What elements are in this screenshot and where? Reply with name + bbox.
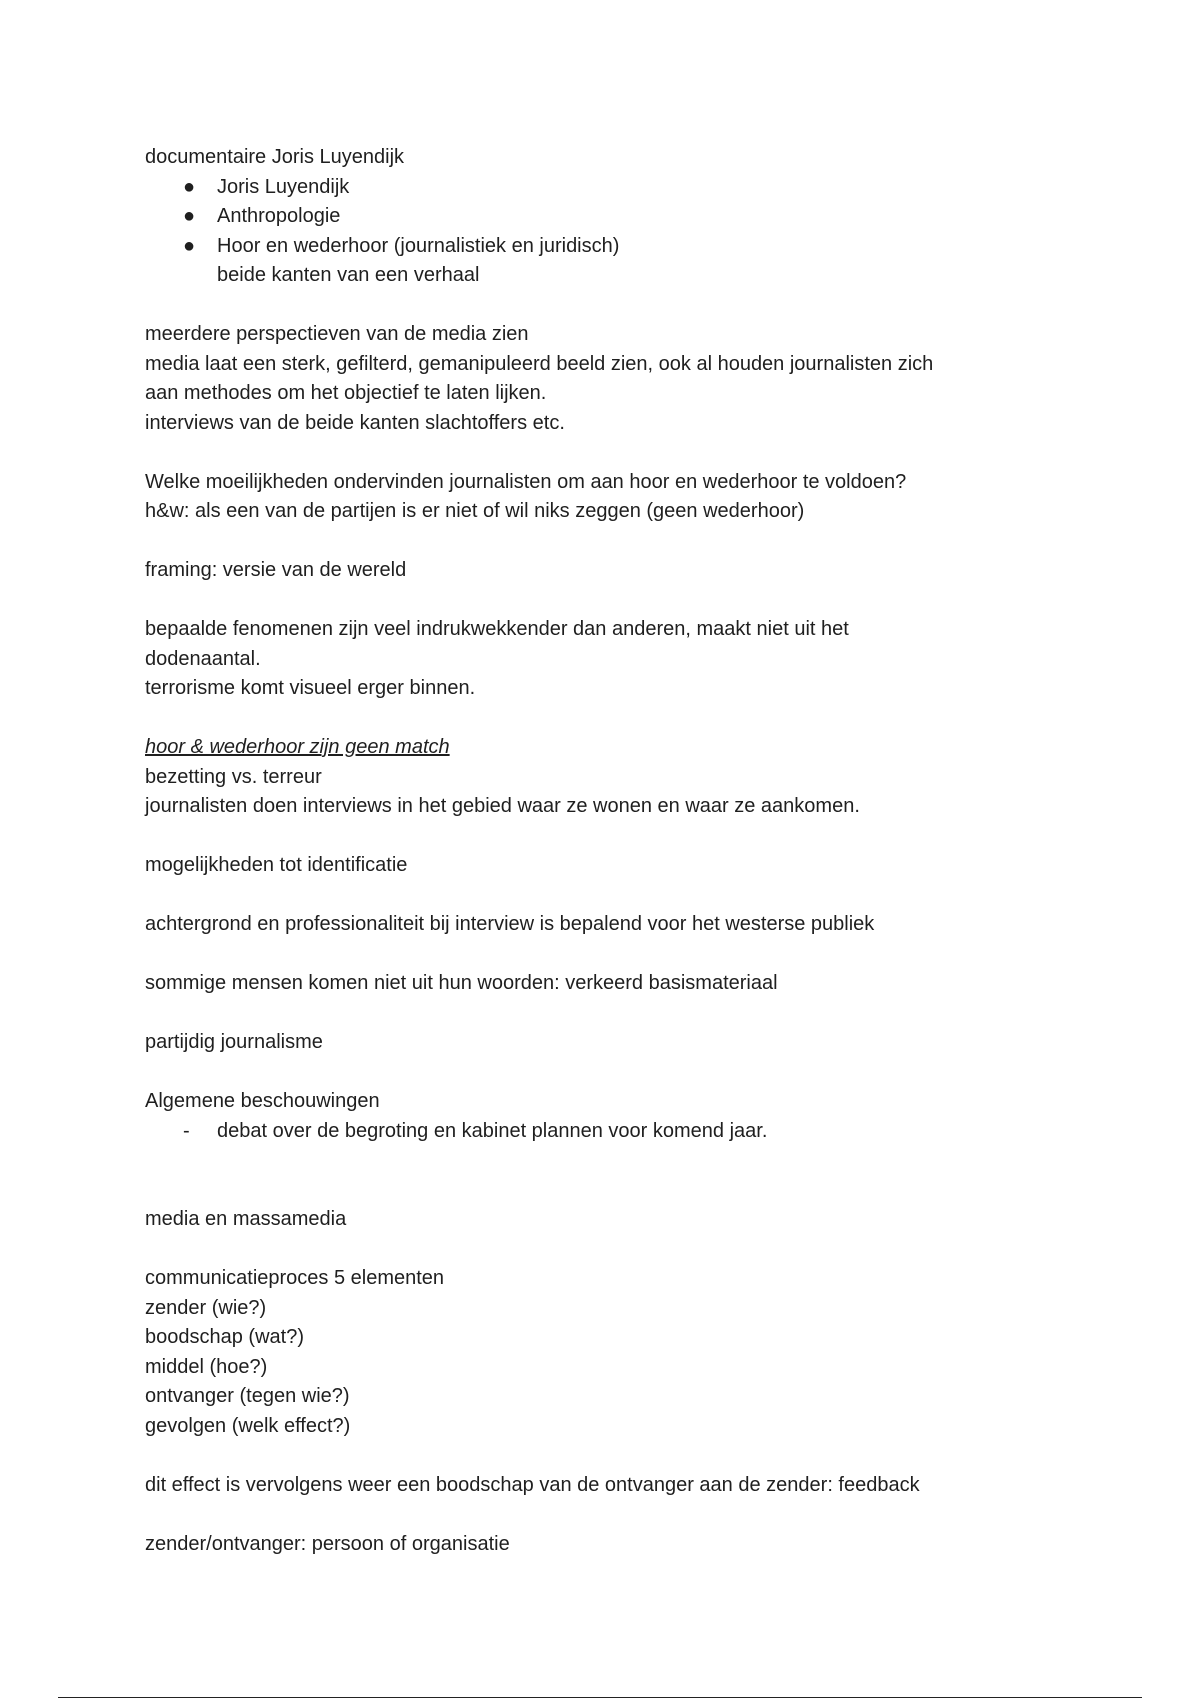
paragraph-line: bepaalde fenomenen zijn veel indrukwekkender dan anderen, maakt niet uit het: [145, 618, 849, 640]
doc-title: documentaire Joris Luyendijk: [145, 146, 405, 168]
bullet-icon: ●: [183, 234, 196, 257]
paragraph-line: media laat een sterk, gefilterd, gemanipuleerd beeld zien, ook al houden journalisten zich: [145, 352, 934, 375]
element-line: boodschap (wat?): [145, 1326, 304, 1348]
paragraph-line: aan methodes om het objectief te laten lijken.: [145, 382, 547, 404]
paragraph-line: interviews van de beide kanten slachtoffers etc.: [145, 411, 565, 434]
feedback-line: dit effect is vervolgens weer een boodschap van de ontvanger aan de zender: feedback: [145, 1473, 920, 1496]
partijdig-line: partijdig journalisme: [145, 1031, 323, 1053]
achtergrond-line: achtergrond en professionaliteit bij interview is bepalend voor het westerse publiek: [145, 913, 875, 935]
list-item: ● Anthropologie: [145, 202, 1045, 232]
bullet-list: [145, 173, 1045, 262]
bullet-continuation: beide kanten van een verhaal: [217, 264, 480, 286]
paragraph-line: terrorisme komt visueel erger binnen.: [145, 677, 476, 699]
zender-ontvanger-line: zender/ontvanger: persoon of organisatie: [145, 1532, 510, 1555]
subheading-match: hoor & wederhoor zijn geen match: [145, 736, 450, 758]
element-line: gevolgen (welk effect?): [145, 1414, 351, 1437]
paragraph-line: journalisten doen interviews in het gebied waar ze wonen en waar ze aankomen.: [145, 795, 860, 817]
bottom-divider: [58, 1697, 1142, 1698]
sommige-line: sommige mensen komen niet uit hun woorden: verkeerd basismateriaal: [145, 972, 778, 994]
communicatie-line: communicatieproces 5 elementen: [145, 1267, 445, 1289]
dash-icon: -: [183, 1119, 190, 1142]
media-heading: media en massamedia: [145, 1208, 347, 1230]
framing-line: framing: versie van de wereld: [145, 559, 407, 581]
element-line: zender (wie?): [145, 1296, 267, 1319]
algemene-heading: Algemene beschouwingen: [145, 1090, 380, 1112]
bullet-icon: ●: [183, 175, 196, 198]
paragraph-line: dodenaantal.: [145, 647, 261, 670]
list-item: ● Hoor en wederhoor (journalistiek en juridisch): [145, 232, 1045, 262]
document-body: [145, 143, 1045, 1559]
question-line: Welke moeilijkheden ondervinden journalisten om aan hoor en wederhoor te voldoen?: [145, 470, 907, 493]
list-item: - debat over de begroting en kabinet plannen voor komend jaar.: [145, 1117, 1045, 1147]
element-line: ontvanger (tegen wie?): [145, 1385, 350, 1407]
paragraph-line: bezetting vs. terreur: [145, 765, 322, 788]
paragraph-line: h&w: als een van de partijen is er niet of wil niks zeggen (geen wederhoor): [145, 500, 805, 522]
list-item: ● Joris Luyendijk: [145, 173, 1045, 203]
dash-list: [145, 1117, 1045, 1147]
element-line: middel (hoe?): [145, 1355, 268, 1378]
bullet-icon: ●: [183, 205, 196, 227]
identificatie-line: mogelijkheden tot identificatie: [145, 854, 408, 876]
paragraph-line: meerdere perspectieven van de media zien: [145, 323, 529, 345]
